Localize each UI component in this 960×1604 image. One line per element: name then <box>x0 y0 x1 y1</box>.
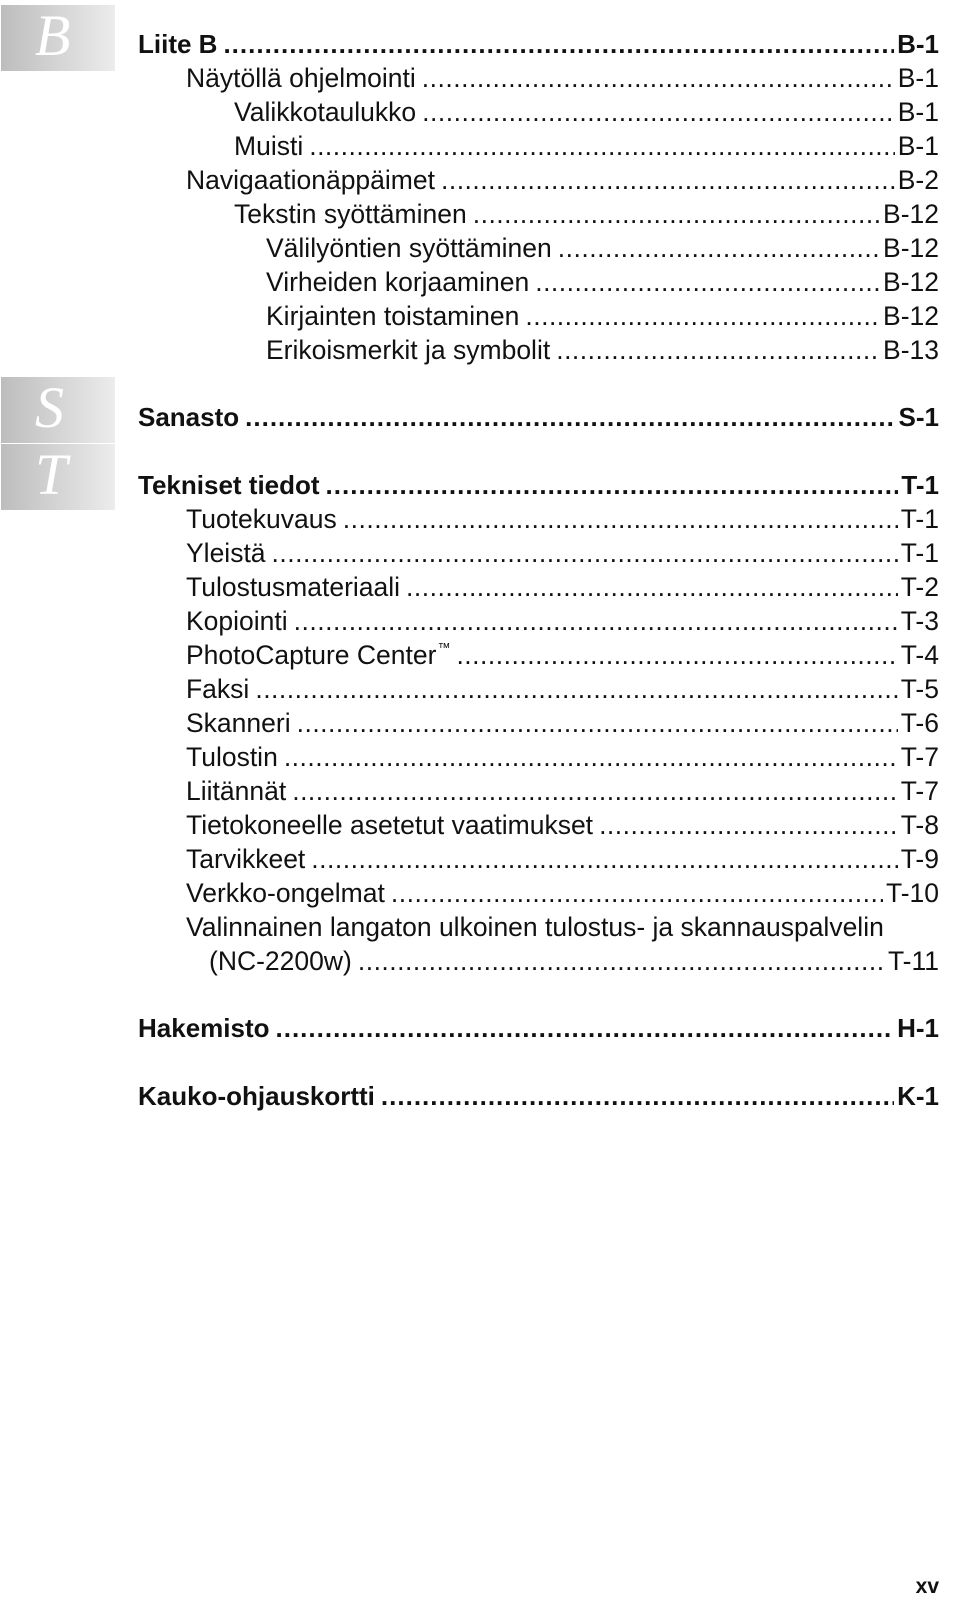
toc-entry-title: Skanneri <box>186 708 291 738</box>
toc-entry-title: Yleistä <box>186 538 266 568</box>
toc-entry-title: Tulostusmateriaali <box>186 572 401 602</box>
toc-entry-page: K-1 <box>897 1081 939 1111</box>
toc-leader-dots <box>284 740 898 774</box>
toc-leader-dots <box>358 944 885 978</box>
trademark-symbol: ™ <box>437 640 451 655</box>
toc-entry-page: B-12 <box>883 233 939 263</box>
toc-entry-tulostin[interactable] <box>186 740 939 774</box>
toc-entry-title: Kopiointi <box>186 606 288 636</box>
toc-entry-title: Verkko-ongelmat <box>186 878 385 908</box>
toc-entry-liite-b[interactable] <box>138 27 939 61</box>
toc-leader-dots <box>309 129 895 163</box>
toc-leader-dots <box>343 502 898 536</box>
toc-entry-tietokoneelle-asetetut-vaatimukset[interactable] <box>186 808 939 842</box>
toc-entry-title: Sanasto <box>138 402 240 432</box>
section-tab-letter: B <box>35 3 71 68</box>
toc-entry-title: Tekstin syöttäminen <box>234 199 467 229</box>
toc-entry-page: T-4 <box>900 640 939 670</box>
toc-entry-tulostusmateriaali[interactable] <box>186 570 939 604</box>
toc-leader-dots <box>381 1079 894 1113</box>
toc-entry-valilyontien-syottaminen[interactable] <box>266 231 939 265</box>
toc-entry-naytolla-ohjelmointi[interactable] <box>186 61 939 95</box>
toc-entry-title: Kauko-ohjauskortti <box>138 1081 375 1111</box>
toc-entry-page: H-1 <box>897 1013 939 1043</box>
toc-leader-dots <box>294 604 898 638</box>
toc-leader-dots <box>556 333 880 367</box>
toc-leader-dots <box>525 299 880 333</box>
toc-leader-dots <box>599 808 898 842</box>
toc-entry-kauko-ohjauskortti[interactable] <box>138 1079 939 1113</box>
toc-entry-title: Virheiden korjaaminen <box>266 267 530 297</box>
toc-entry-title: PhotoCapture Center <box>186 640 437 670</box>
toc-leader-dots <box>255 672 897 706</box>
toc-entry-page: T-10 <box>885 878 939 908</box>
toc-leader-dots <box>441 163 895 197</box>
toc-entry-tekniset-tiedot[interactable] <box>138 468 939 502</box>
toc-entry-page: B-1 <box>897 131 939 161</box>
toc-entry-liitannat[interactable] <box>186 774 939 808</box>
toc-entry-title-group <box>186 638 450 672</box>
toc-entry-title: Tietokoneelle asetetut vaatimukset <box>186 810 594 840</box>
toc-entry-title: Näytöllä ohjelmointi <box>186 63 416 93</box>
toc-entry-page: T-3 <box>900 606 939 636</box>
page-number: xv <box>915 1575 939 1598</box>
toc-entry-title: Valikkotaulukko <box>234 97 417 127</box>
toc-entry-tuotekuvaus[interactable] <box>186 502 939 536</box>
toc-entry-title: Erikoismerkit ja symbolit <box>266 335 551 365</box>
toc-entry-page: B-12 <box>883 199 939 229</box>
toc-entry-page: B-13 <box>883 335 939 365</box>
toc-leader-dots <box>311 842 897 876</box>
toc-entry-title: Liite B <box>138 29 218 59</box>
toc-entry-title: Navigaationäppäimet <box>186 165 435 195</box>
toc-entry-page: T-1 <box>900 538 939 568</box>
toc-entry-page: B-1 <box>897 97 939 127</box>
toc-leader-dots <box>245 400 895 434</box>
toc-entry-page: T-7 <box>900 742 939 772</box>
toc-entry-page: T-7 <box>900 776 939 806</box>
toc-entry-valikkotaulukko[interactable] <box>234 95 939 129</box>
toc-leader-dots <box>456 638 897 672</box>
toc-entry-skanneri[interactable] <box>186 706 939 740</box>
toc-leader-dots <box>272 536 898 570</box>
section-tab-letter: S <box>35 375 64 440</box>
toc-entry-kopiointi[interactable] <box>186 604 939 638</box>
toc-entry-title: Tekniset tiedot <box>138 470 320 500</box>
toc-entry-tarvikkeet[interactable] <box>186 842 939 876</box>
toc-leader-dots <box>297 706 898 740</box>
toc-entry-title-line2: (NC-2200w) <box>209 946 352 976</box>
toc-entry-title: Tulostin <box>186 742 278 772</box>
toc-entry-page: T-9 <box>900 844 939 874</box>
toc-entry-page: T-1 <box>900 504 939 534</box>
toc-entry-hakemisto[interactable] <box>138 1011 939 1045</box>
toc-leader-dots <box>473 197 880 231</box>
toc-leader-dots <box>558 231 880 265</box>
toc-entry-tekstin-syottaminen[interactable] <box>234 197 939 231</box>
toc-entry-title: Tarvikkeet <box>186 844 306 874</box>
toc-entry-title: Muisti <box>234 131 304 161</box>
toc-entry-page: B-1 <box>897 63 939 93</box>
toc-entry-muisti[interactable] <box>234 129 939 163</box>
toc-entry-erikoismerkit-ja-symbolit[interactable] <box>266 333 939 367</box>
toc-entry-faksi[interactable] <box>186 672 939 706</box>
toc-entry-sanasto[interactable] <box>138 400 939 434</box>
toc-leader-dots <box>406 570 898 604</box>
toc-leader-dots <box>422 61 895 95</box>
toc-entry-photocapture-center[interactable] <box>186 638 939 672</box>
toc-entry-page: T-11 <box>887 946 939 976</box>
toc-entry-page: S-1 <box>898 402 939 432</box>
toc-entry-title: Tuotekuvaus <box>186 504 337 534</box>
toc-entry-page: B-12 <box>883 267 939 297</box>
toc-entry-yleista[interactable] <box>186 536 939 570</box>
toc-entry-title-line1[interactable]: Valinnainen langaton ulkoinen tulostus- ja skannauspalvelin <box>186 912 884 942</box>
toc-entry-page: B-12 <box>883 301 939 331</box>
toc-leader-dots <box>326 468 899 502</box>
toc-entry-page: T-8 <box>900 810 939 840</box>
toc-entry-title: Liitännät <box>186 776 287 806</box>
toc-leader-dots <box>292 774 898 808</box>
toc-entry-title: Faksi <box>186 674 250 704</box>
toc-entry-page: B-2 <box>897 165 939 195</box>
toc-leader-dots <box>391 876 883 910</box>
toc-entry-page: T-1 <box>901 470 939 500</box>
toc-entry-page: T-2 <box>900 572 939 602</box>
toc-leader-dots <box>223 27 894 61</box>
toc-entry-valinnainen-palvelin[interactable] <box>209 944 939 978</box>
toc-leader-dots <box>422 95 895 129</box>
toc-leader-dots <box>535 265 880 299</box>
toc-entry-verkko-ongelmat[interactable] <box>186 876 939 910</box>
toc-entry-page: B-1 <box>897 29 939 59</box>
toc-leader-dots <box>276 1011 895 1045</box>
toc-entry-navigaationappaimet[interactable] <box>186 163 939 197</box>
toc-entry-title: Kirjainten toistaminen <box>266 301 520 331</box>
toc-entry-page: T-6 <box>900 708 939 738</box>
toc-entry-kirjainten-toistaminen[interactable] <box>266 299 939 333</box>
toc-entry-title: Välilyöntien syöttäminen <box>266 233 552 263</box>
section-tab-letter: T <box>35 442 68 507</box>
toc-entry-virheiden-korjaaminen[interactable] <box>266 265 939 299</box>
toc-entry-title: Hakemisto <box>138 1013 270 1043</box>
toc-entry-page: T-5 <box>900 674 939 704</box>
